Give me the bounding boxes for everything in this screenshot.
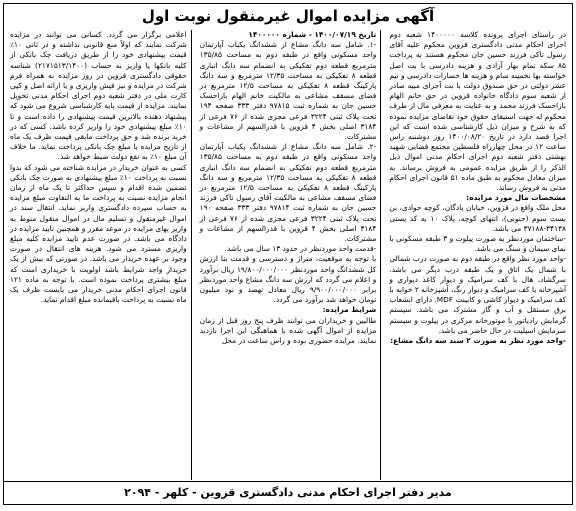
paragraph: -قدمت واحد موردنظر در حدود ۱۳ سال می باشد. bbox=[224, 244, 377, 254]
section-heading: -واحد مورد نظر به صورت ۲ سند سه دانگ مشاع: bbox=[390, 336, 566, 346]
notice-title: آگهی مزایده اموال غیرمنقول نوبت اول bbox=[141, 7, 435, 25]
column-right bbox=[387, 30, 568, 480]
section-heading: شرایط مزایده: bbox=[322, 305, 377, 315]
paragraph: در راستای اجرای پرونده کلاسه ۱۴۰۰۰۰۰ شعبه دوم اجرای احکام مدنی دادگستری قزوین محکوم علیه آقای رسول تاکی فرزند حسین جان محکوم هستند به پرداخت ۸۵ سکه تمام بهار آزادی و هزینه دادرسی با بت اصل خواسته بها تخمینه سام و هزینه ها خسارات دادرسی و نیم عشر دولتی در حق صندوق دولت با بت آجرای مبیه صادر از شعبه سوم دادگاه خانواده قزوین در حق خانم الهام بازاحسک فرزند محمد و به عنایت به معرفی مال از طرف محکوم له جهت استیفای حقوق خود تقاضای مزایده نموده که به شرح و میزان ذیل کارشناسی شده است که این اجرا قصد دارد در تاریخ ۱۴۰۰/۰۸/۲۰ روز دوشنبه راس ساعت ۱۲ در محل چهارراه فلسطین مجتمع قضایی شهید بهشتی دفتر شعبه دوم اجرای احکام مدنی اموال ذیل الذکر را از طریق مزایده عمومی به فروش برساند. به میزان معادل محکوم به طبق ماده ۵۱ قانون اجرای احکام مدنی به فروش رساند. bbox=[389, 30, 566, 193]
column-middle bbox=[198, 30, 382, 480]
paragraph: -واحد مورد نظر واقع در طبقه دوم به صورت درب شمالی با شمال یک اتاق و یک طبقه درب دیگر می باشد. سرگشاد، هال با کف سرامیک و دیوار کاغذ دیواری و آشپزخانه با کف سرامیک و دیوار رنگ، آشپزخانه ۲ خوابه با کف سرامیک و دیوار کاشی و کابینت MDF. دارای انشعاب برق مستقل و آب و گاز مشترک می باشد. سیستم گرمایش رادیاتور با موتورخانه مرکزی در پیلوت و سیستم سرمایش اسپلیت در حال حاضر می باشد. bbox=[389, 254, 567, 335]
paragraph: اعلامی برگزار می گردد. کسانی می توانند در مزایده شرکت نمایند که اولاً منع قانونی نداشته و در ثانی ۱۰٪ قیمت پیشنهادی خود را از طریق دریافت چک بانکی از کلیه بانکها یا واریز به حساب (۲۱۷۱۵۱۳/۱۴۰۰) شناسه حقوقی دادگستری قزوین در روز مزایده به همراه فرم شرکت در مزایده و نیز فیش واریزی و یا ارائه اصل و کپی کارت ملی در دفتر شعبه دوم اجرای احکام مدنی تحویل نمایند. مزایده از قیمت پایه کارشناسی شروع می شود که پیشنهاد دهنده بالاترین قیمت پیشنهادی را داده است و تا ۱۰٪ مبلغ پیشنهادی خود را واریز کرده باشد. کسی که در خرید برنده شد و حق پرداخت مابقی قیمت ظرف یک ماه از تاریخ مزایده با مبلغ چک بانکی پرداخت نماید. ما خلاف آن مبلغ ۱۰٪ به نفع دولت ضبط خواهد شد. bbox=[9, 30, 187, 162]
notice-body bbox=[8, 30, 568, 480]
paragraph: با توجه به موقعیت، متراژ و دسترسی و قدمت بنا ارزش کل ششدانگ واحد موردنظر ۱۹/۸۰۰/۰۰۰/۰۰۰ ریال برآورد و اعلام می گردد که ارزش سه دانگ مشاع واحد موردنظر برابر ۹/۹۰۰/۰۰۰/۰۰۰ ریال معادل نهصد و نود میلیون تومان خواهد شد برآورد می گردد. bbox=[199, 254, 377, 305]
paragraph: طالبین و خریداران می توانند ظرف پنج روز قبل از زمان مزایده از اموال آگهی شده با هماهنگی این اجرا بازدید نمایند. مزایده حضوری بوده و راس ساعت در محل bbox=[199, 315, 377, 346]
paragraph: کسی به عنوان خریدار در مزایده شناخته می شود که بدوا نسبت به پرداخت ۱۰٪ مبلغ پیشنهادی به صورت چک بانکی تضمین شده اقدام و سپس حداکثر تا یک ماه از زمان انجام مزایده نسبت به پرداخت ما به التفاوت مبلغ مزایده به حساب سپرده دادگستری واریز نماید. انتقال سند در اموال غیرمنقول و تسلیم مال در اموال منقول منوط به واریز بهای مزایده در موعد مقرر و همچنین تایید مزایده در دادگاه می باشد. در صورت عدم تایید مزایده کلیه مبلغ واریزی مسترد می شود. هزینه های انتقال در صورت وجود بر عهده خریدار می باشد. در صورتی که بیش از یک خریدار واجد شرایط باشد اولویت با خریداری است که مبلغ بیشتری پرداخت نموده است. با توجه به ماده ۱۲۱ قانون اجرای احکام مدنی خریدار می بایست ظرف یک ماه نسبت به پرداخت باقیمانده مبلغ اقدام نماید. bbox=[9, 162, 187, 305]
section-heading: مشخصات مال مورد مزایده: bbox=[466, 193, 566, 203]
notice-subheader: تاریخ ۱۴۰۰/۰۷/۱۹ - شماره ۱۴۰۰۰۰۰ bbox=[248, 30, 377, 39]
notice-footer: مدیر دفتر اجرای احکام مدنی دادگستری قزوین - کلهر - ۲۰۹۴ bbox=[4, 481, 572, 504]
paragraph: -۲. شامل سه دانگ مشاع از ششدانگ یکباب آپارتمان واحد مسکونی واقع در طبقه دوم به مساحت ۱۳۵/۸۵ مترمربع قطعه دوم تفکیکی به انضمام سه دانگ انباری قطعه ۸ تفکیکی به مساحت ۱۲/۳۵ مترمربع و سه دانگ پارکینگ قطعه ۸ تفکیکی به مساحت ۱۲/۵ مترمربع در فضای مسقف مشاعی به مالکیت آقای رسول تاکی فرزند حسین جان به شماره ثبت ۹۷۸۱۴ دفتر ۳۳۳ صفحه ۱۹۰ تحت پلاک ثبتی ۳۲۲۴ فرعی مجزی شده از ۷۶ فرعی از ۳۱۸۴ اصلی بخش ۴ قزوین با قدرالسهم از مشاعات و مشترکات. bbox=[199, 142, 377, 244]
paragraph: -ساختمان موردنظر به صورت پیلوت و ۳ طبقه مسکونی با نمای سیمان و سنگ می باشد. bbox=[389, 234, 566, 254]
column-left bbox=[8, 30, 192, 480]
notice-page bbox=[3, 3, 573, 505]
paragraph: محل ملک واقع در قزوین، خیابان پادگان، کوچه جوادی، بن بست سوم (جنوبی)، انتهای کوچه، پلاک ۱۰ به کد پستی ۳۴۱۳۸-۳۷۱۸۸ می باشد. bbox=[389, 203, 566, 233]
paragraph: -۱. شامل سه دانگ مشاع از ششدانگ یکباب آپارتمان واحد مسکونی واقع در طبقه دوم به مساحت ۱۳۵/۸۵ مترمربع قطعه دوم تفکیکی به انضمام سه دانگ انباری قطعه ۸ تفکیکی به مساحت ۱۲/۳۵ مترمربع و سه دانگ پارکینگ قطعه ۸ تفکیکی به مساحت ۱۲/۵ مترمربع در فضای مسقف مشاعی به مالکیت خانم الهام بازاحسک حسین جان به شماره ثبت ۹۷۸۱۵ دفتر ۳۳۳ صفحه ۱۹۴ تحت پلاک ثبتی ۳۲۲۴ فرعی مجزی شده از ۷۶ فرعی از ۳۱۸۴ اصلی بخش ۴ قزوین با قدرالسهم از مشاعات و مشترکات. bbox=[199, 40, 377, 142]
